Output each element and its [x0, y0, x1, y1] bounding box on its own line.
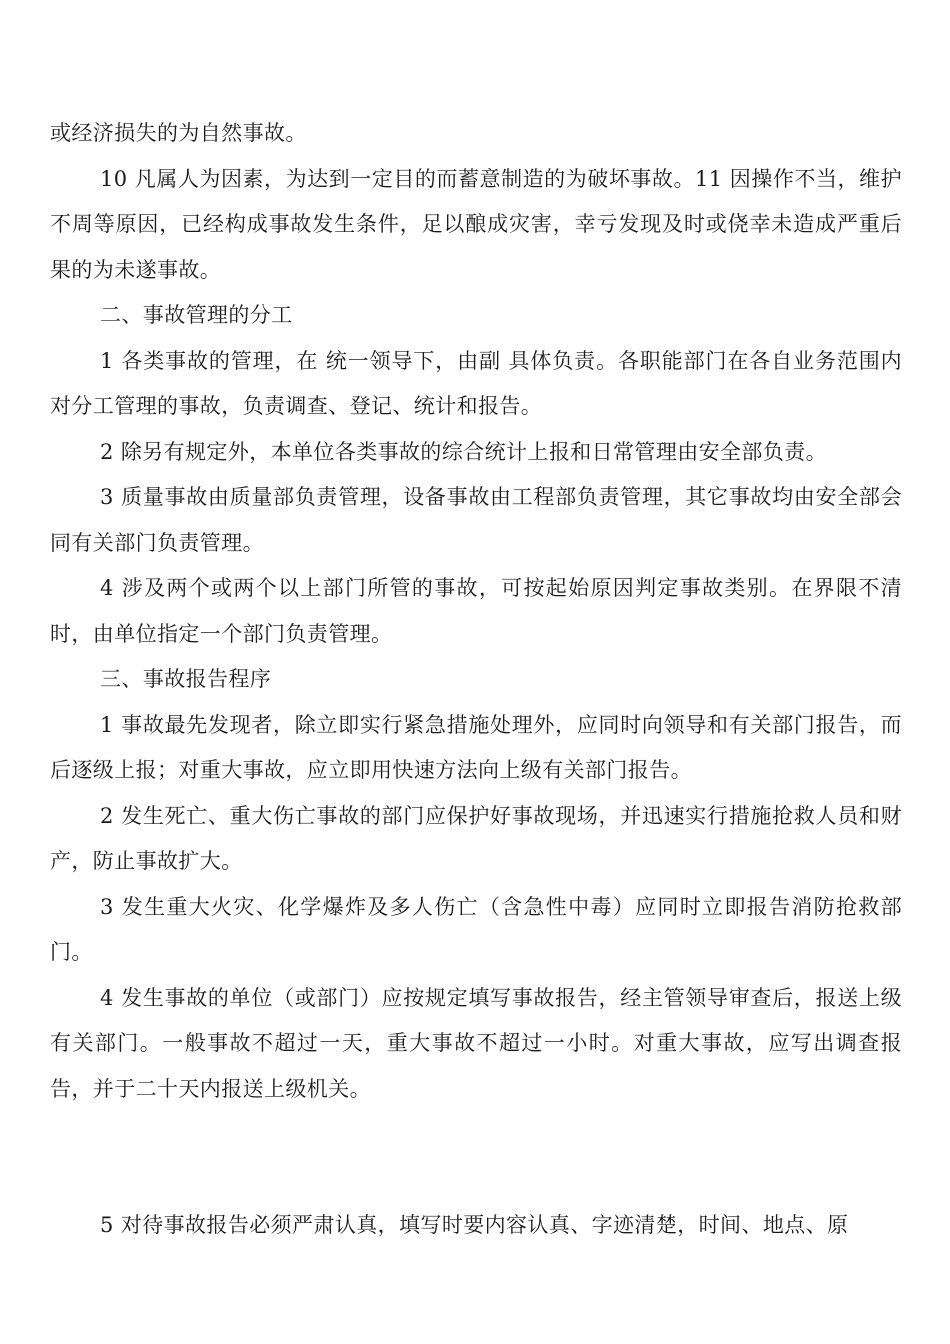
- paragraph-4: 1 各类事故的管理，在 统一领导下，由副 具体负责。各职能部门在各自业务范围内对分工管理的事故，负责调查、登记、统计和报告。: [50, 348, 902, 418]
- paragraph-13: 5 对待事故报告必须严肃认真，填写时要内容认真、字迹清楚，时间、地点、原: [100, 1213, 849, 1237]
- section-heading-2: 二、事故管理的分工: [100, 303, 293, 327]
- paragraph-7: 4 涉及两个或两个以上部门所管的事故，可按起始原因判定事故类别。在界限不清时，由单位指定一个部门负责管理。: [50, 576, 902, 646]
- paragraph-1: 或经济损失的为自然事故。: [50, 121, 307, 145]
- document-body-continued: [50, 1203, 902, 1249]
- section-heading-3: 三、事故报告程序: [100, 667, 272, 691]
- paragraph-6: 3 质量事故由质量部负责管理，设备事故由工程部负责管理，其它事故均由安全部会同有关部门负责管理。: [50, 485, 902, 555]
- paragraph-5: 2 除另有规定外，本单位各类事故的综合统计上报和日常管理由安全部负责。: [100, 439, 828, 464]
- paragraph-12: 4 发生事故的单位（或部门）应按规定填写事故报告，经主管领导审查后，报送上级有关部门。一般事故不超过一天，重大事故不超过一小时。对重大事故，应写出调查报告，并于二十天内报送上级机关。: [50, 985, 902, 1101]
- paragraph-9: 1 事故最先发现者，除立即实行紧急措施处理外，应同时向领导和有关部门报告，而后逐级上报；对重大事故，应立即用快速方法向上级有关部门报告。: [50, 712, 902, 782]
- document-body: [50, 111, 902, 1112]
- paragraph-11: 3 发生重大火灾、化学爆炸及多人伤亡（含急性中毒）应同时立即报告消防抢救部门。: [50, 894, 902, 964]
- paragraph-10: 2 发生死亡、重大伤亡事故的部门应保护好事故现场，并迅速实行措施抢救人员和财产，防止事故扩大。: [50, 803, 902, 873]
- paragraph-2: 10 凡属人为因素，为达到一定目的而蓄意制造的为破坏事故。11 因操作不当，维护不周等原因，已经构成事故发生条件，足以酿成灾害，幸亏发现及时或侥幸未造成严重后果的为未遂事故。: [50, 166, 902, 282]
